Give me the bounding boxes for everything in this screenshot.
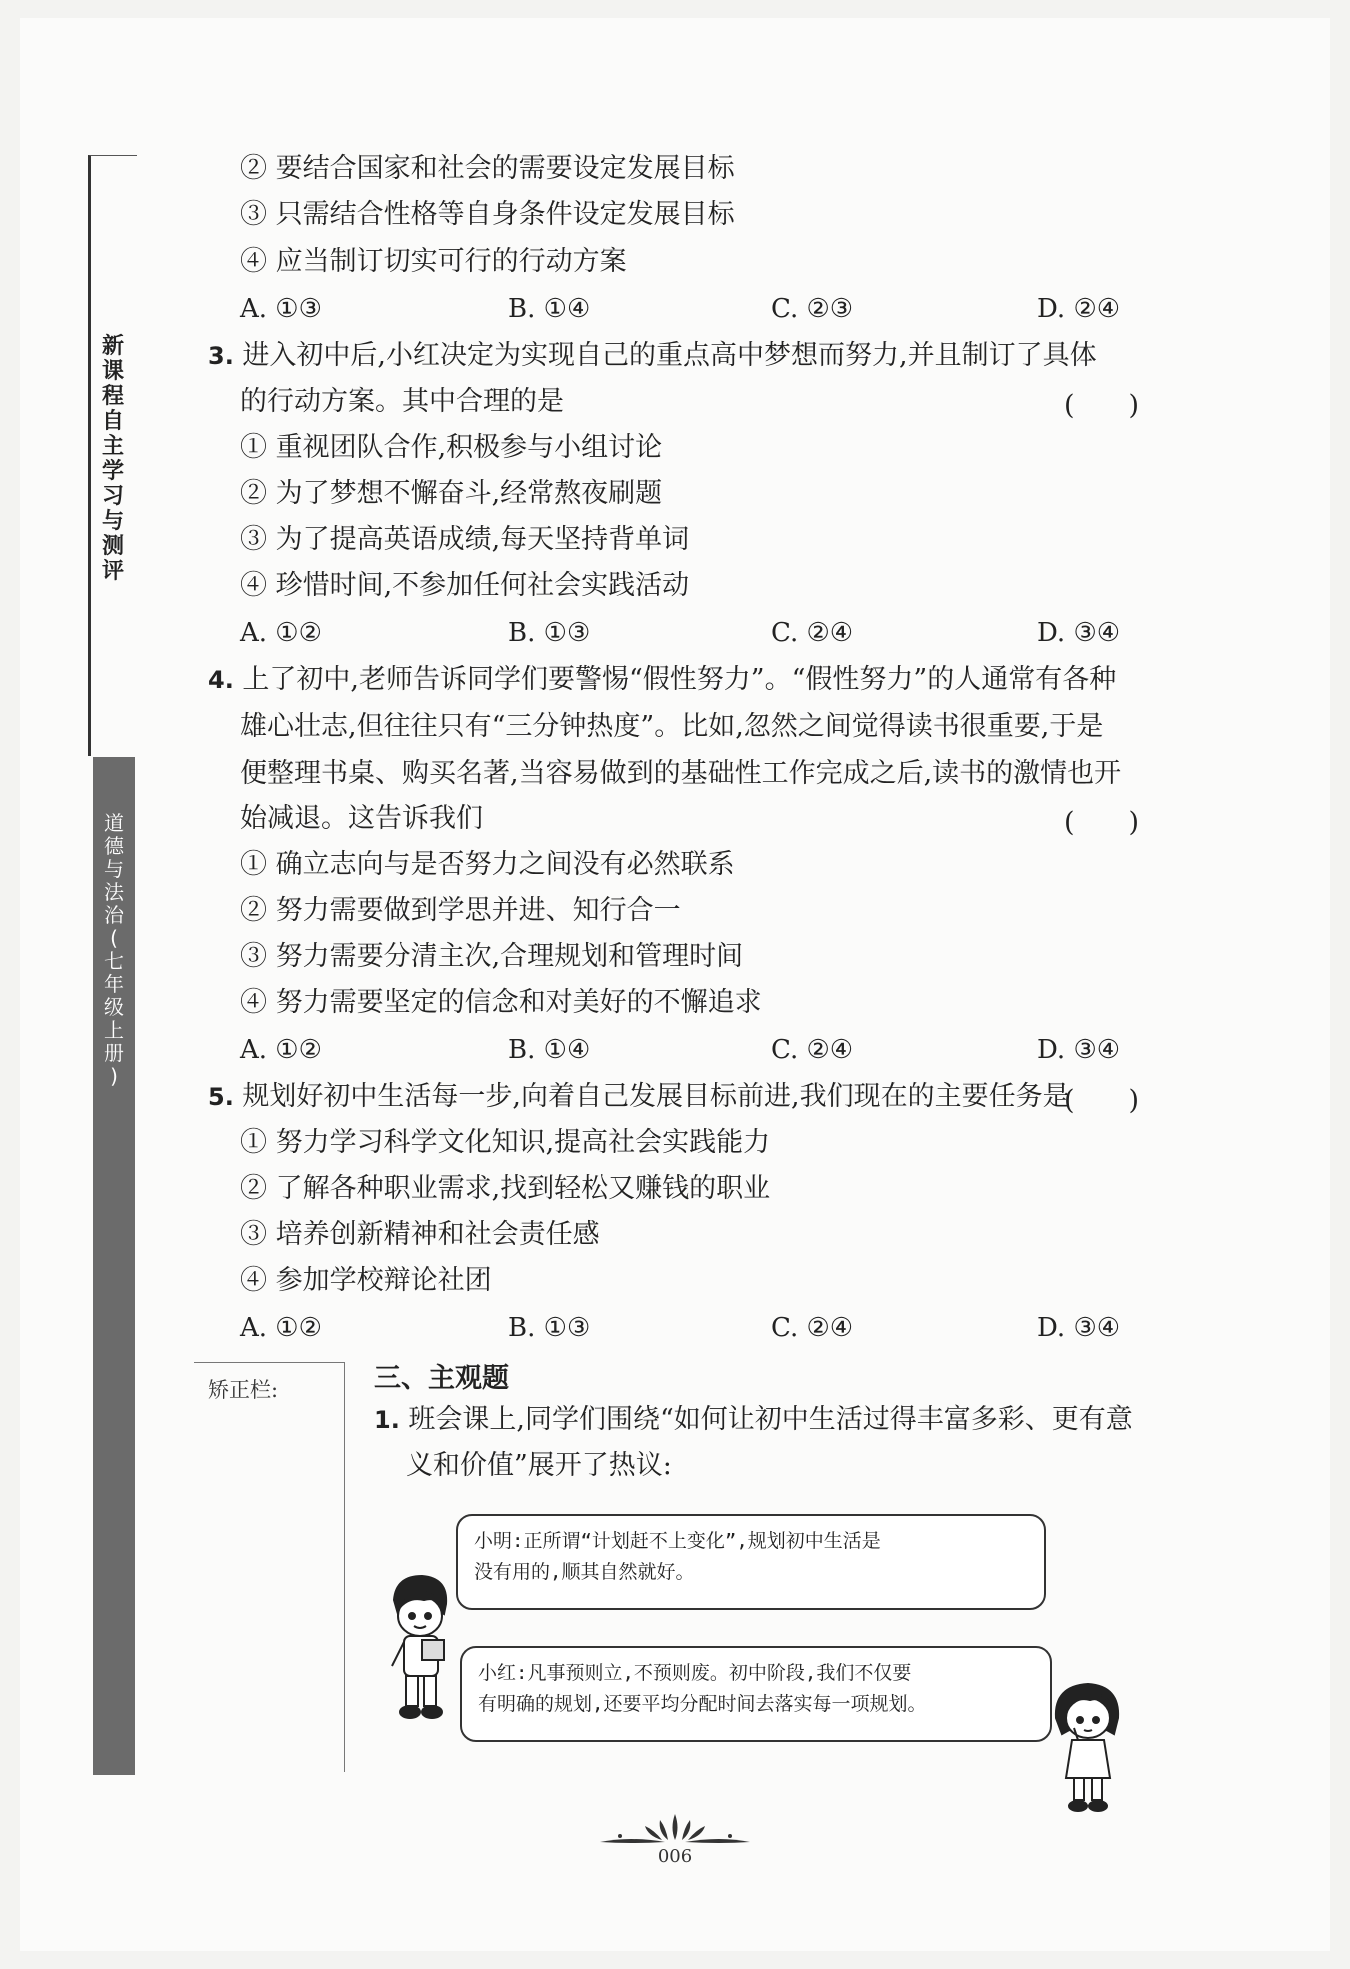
- xiaohong-speech-line-1: 小红:凡事预则立,不预则废。初中阶段,我们不仅要: [478, 1662, 912, 1684]
- xiaohong-speech-bubble: [460, 1646, 1052, 1742]
- q5-stem-line-1: [208, 1080, 1070, 1114]
- xiaohong-speech-line-2: 有明确的规划,还要平均分配时间去落实每一项规划。: [478, 1693, 927, 1715]
- q5-stem-text-1: 规划好初中生活每一步,向着自己发展目标前进,我们现在的主要任务是: [242, 1081, 1070, 1112]
- q3-item-1: ① 重视团队合作,积极参与小组讨论: [240, 432, 663, 463]
- q5-item-4: ④ 参加学校辩论社团: [240, 1265, 492, 1296]
- q4-item-2: ② 努力需要做到学思并进、知行合一: [240, 895, 681, 926]
- q3-item-2: ② 为了梦想不懈奋斗,经常熬夜刷题: [240, 478, 663, 509]
- q2-option-c: C. ②③: [771, 294, 854, 324]
- q4-number: 4.: [208, 666, 234, 694]
- q5-number: 5.: [208, 1083, 234, 1111]
- subject-title: 道 德 与 法 治 ( 七 年 级 上 册 ): [104, 811, 124, 1088]
- q3-item-3: ③ 为了提高英语成绩,每天坚持背单词: [240, 524, 690, 555]
- q4-item-1: ① 确立志向与是否努力之间没有必然联系: [240, 849, 735, 880]
- q3-option-d: D. ③④: [1037, 618, 1121, 648]
- q5-option-a: A. ①②: [240, 1313, 322, 1343]
- q5-item-3: ③ 培养创新精神和社会责任感: [240, 1219, 600, 1250]
- q4-stem-line-3: 便整理书桌、购买名著,当容易做到的基础性工作完成之后,读书的激情也开: [240, 758, 1122, 789]
- q5-item-1: ① 努力学习科学文化知识,提高社会实践能力: [240, 1127, 771, 1158]
- q3-stem-text-1: 进入初中后,小红决定为实现自己的重点高中梦想而努力,并且制订了具体: [242, 340, 1097, 371]
- q2-item-2: ② 要结合国家和社会的需要设定发展目标: [240, 153, 735, 184]
- section-3-title: 三、主观题: [374, 1363, 509, 1394]
- q2-item-3: ③ 只需结合性格等自身条件设定发展目标: [240, 199, 735, 230]
- side-tab-subject: [93, 757, 135, 1775]
- q4-stem-line-2: 雄心壮志,但往往只有“三分钟热度”。比如,忽然之间觉得读书很重要,于是: [240, 711, 1104, 742]
- correction-column-top-rule: [194, 1362, 344, 1363]
- correction-column-divider: [344, 1362, 345, 1772]
- q3-answer-blank[interactable]: ( ): [1064, 390, 1140, 421]
- series-title: 新 课 程 自 主 学 习 与 测 评: [101, 334, 124, 584]
- q3-item-4: ④ 珍惜时间,不参加任何社会实践活动: [240, 570, 690, 601]
- q3-option-b: B. ①③: [508, 618, 591, 648]
- q5-option-c: C. ②④: [771, 1313, 854, 1343]
- q3-stem-line-2: 的行动方案。其中合理的是: [240, 386, 564, 417]
- q2-option-a: A. ①③: [240, 294, 322, 324]
- xiaoming-speech-line-2: 没有用的,顺其自然就好。: [474, 1561, 695, 1583]
- q4-stem-text-1: 上了初中,老师告诉同学们要警惕“假性努力”。“假性努力”的人通常有各种: [242, 664, 1117, 695]
- q4-answer-blank[interactable]: ( ): [1064, 807, 1140, 838]
- girl-cartoon-illustration: [1044, 1678, 1132, 1818]
- floral-ornament-icon: [590, 1810, 760, 1850]
- q4-item-3: ③ 努力需要分清主次,合理规划和管理时间: [240, 941, 744, 972]
- q4-option-b: B. ①④: [508, 1035, 591, 1065]
- q3-stem-line-1: [208, 339, 1097, 373]
- xiaoming-speech-line-1: 小明:正所谓“计划赶不上变化”,规划初中生活是: [474, 1530, 881, 1552]
- boy-cartoon-illustration: [378, 1570, 466, 1730]
- page-number: 006: [657, 1846, 693, 1867]
- side-tab-series: [88, 155, 137, 756]
- q5-answer-blank[interactable]: ( ): [1064, 1085, 1140, 1116]
- q5-item-2: ② 了解各种职业需求,找到轻松又赚钱的职业: [240, 1173, 771, 1204]
- q5-option-b: B. ①③: [508, 1313, 591, 1343]
- q4-option-d: D. ③④: [1037, 1035, 1121, 1065]
- q4-stem-line-1: [208, 663, 1116, 697]
- q3-number: 3.: [208, 342, 234, 370]
- q4-item-4: ④ 努力需要坚定的信念和对美好的不懈追求: [240, 987, 762, 1018]
- q5-option-d: D. ③④: [1037, 1313, 1121, 1343]
- q4-option-c: C. ②④: [771, 1035, 854, 1065]
- s3-q1-line-1: [374, 1403, 1133, 1437]
- correction-column-label: 矫正栏:: [208, 1378, 279, 1402]
- q4-stem-line-4: 始减退。这告诉我们: [240, 803, 483, 834]
- q2-option-d: D. ②④: [1037, 294, 1121, 324]
- s3-q1-line-2: 义和价值”展开了热议:: [406, 1450, 672, 1481]
- s3-q1-text-1: 班会课上,同学们围绕“如何让初中生活过得丰富多彩、更有意: [408, 1404, 1133, 1435]
- s3-q1-number: 1.: [374, 1406, 400, 1434]
- q2-item-4: ④ 应当制订切实可行的行动方案: [240, 246, 627, 277]
- q2-option-b: B. ①④: [508, 294, 591, 324]
- xiaoming-speech-bubble: [456, 1514, 1046, 1610]
- q4-option-a: A. ①②: [240, 1035, 322, 1065]
- q3-option-c: C. ②④: [771, 618, 854, 648]
- q3-option-a: A. ①②: [240, 618, 322, 648]
